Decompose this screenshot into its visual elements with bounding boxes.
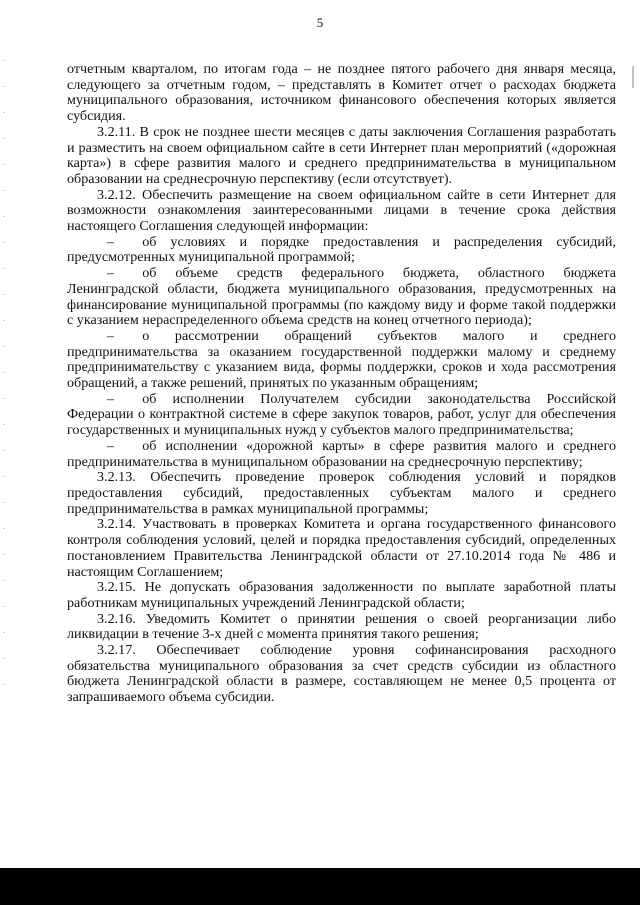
scan-edge-mark-right <box>632 66 634 88</box>
paragraph-continuation: отчетным кварталом, по итогам года – не позднее пятого рабочего дня января месяца, следующего за отчетным годом, – представлять в Комитет отчет о расходах бюджета муниципального образования, источником финансового обеспечения которых является субсидия. <box>67 61 616 125</box>
clause-3-2-17: 3.2.17. Обеспечивает соблюдение уровня софинансирования расходного обязательства муниципального образования за счет средств субсидии из областного бюджета Ленинградской области в размере, составляющем не менее 0,5 процента от запрашиваемого объема субсидии. <box>67 642 616 706</box>
list-item-appeals-review: – о рассмотрении обращений субъектов малого и среднего предпринимательства за оказанием государственной поддержки малому и среднему предпринимательству с указанием вида, формы поддержки, сроков и хода рассмотрения обращений, а также решений, принятых по указанным обращениям; <box>67 327 616 392</box>
list-item-roadmap-execution: – об исполнении «дорожной карты» в сфере развития малого и среднего предпринимательства в муниципальном образовании на среднесрочную перспективу; <box>67 437 616 470</box>
list-item-subsidy-conditions: – об условиях и порядке предоставления и распределения субсидий, предусмотренных муниципальной программой; <box>67 233 616 266</box>
list-item-budget-volume: – об объеме средств федерального бюджета, областного бюджета Ленинградской области, бюджета муниципального образования, предусмотренных на финансирование муниципальной программы (по каждому виду и форме такой поддержки с указанием нераспределенного объема средств на конец отчетного периода); <box>67 265 616 329</box>
clause-3-2-12: 3.2.12. Обеспечить размещение на своем официальном сайте в сети Интернет для возможности ознакомления заинтересованными лицами в течение срока действия настоящего Соглашения следующей информации: <box>67 186 616 235</box>
scan-bottom-border <box>0 868 640 905</box>
list-item-procurement-compliance: – об исполнении Получателем субсидии законодательства Российской Федерации о контрактной системе в сфере закупок товаров, работ, услуг для обеспечения государственных и муниципальных нужд у субъектов малого предпринимательства; <box>67 390 616 439</box>
document-body <box>67 62 616 706</box>
scan-edge-marks <box>3 60 5 700</box>
clause-3-2-13: 3.2.13. Обеспечить проведение проверок соблюдения условий и порядков предоставления субсидий, предоставленных субъектам малого и среднего предпринимательства в рамках муниципальной программы; <box>67 469 616 517</box>
page-number: 5 <box>316 15 324 30</box>
clause-3-2-16: 3.2.16. Уведомить Комитет о принятии решения о своей реорганизации либо ликвидации в течение 3-х дней с момента принятия такого решения; <box>67 610 616 643</box>
clause-3-2-15: 3.2.15. Не допускать образования задолженности по выплате заработной платы работникам муниципальных учреждений Ленинградской области; <box>67 579 616 611</box>
clause-3-2-14: 3.2.14. Участвовать в проверках Комитета и органа государственного финансового контроля соблюдения условий, целей и порядка предоставления субсидий, определенных постановлением Правительства Ленинградской области от 27.10.2014 года № 486 и настоящим Соглашением; <box>67 516 616 580</box>
clause-3-2-11: 3.2.11. В срок не позднее шести месяцев с даты заключения Соглашения разработать и разместить на своем официальном сайте в сети Интернет план мероприятий («дорожная карта») в сфере развития малого и среднего предпринимательства в муниципальном образовании на среднесрочную перспективу (если отсутствует). <box>67 123 616 187</box>
